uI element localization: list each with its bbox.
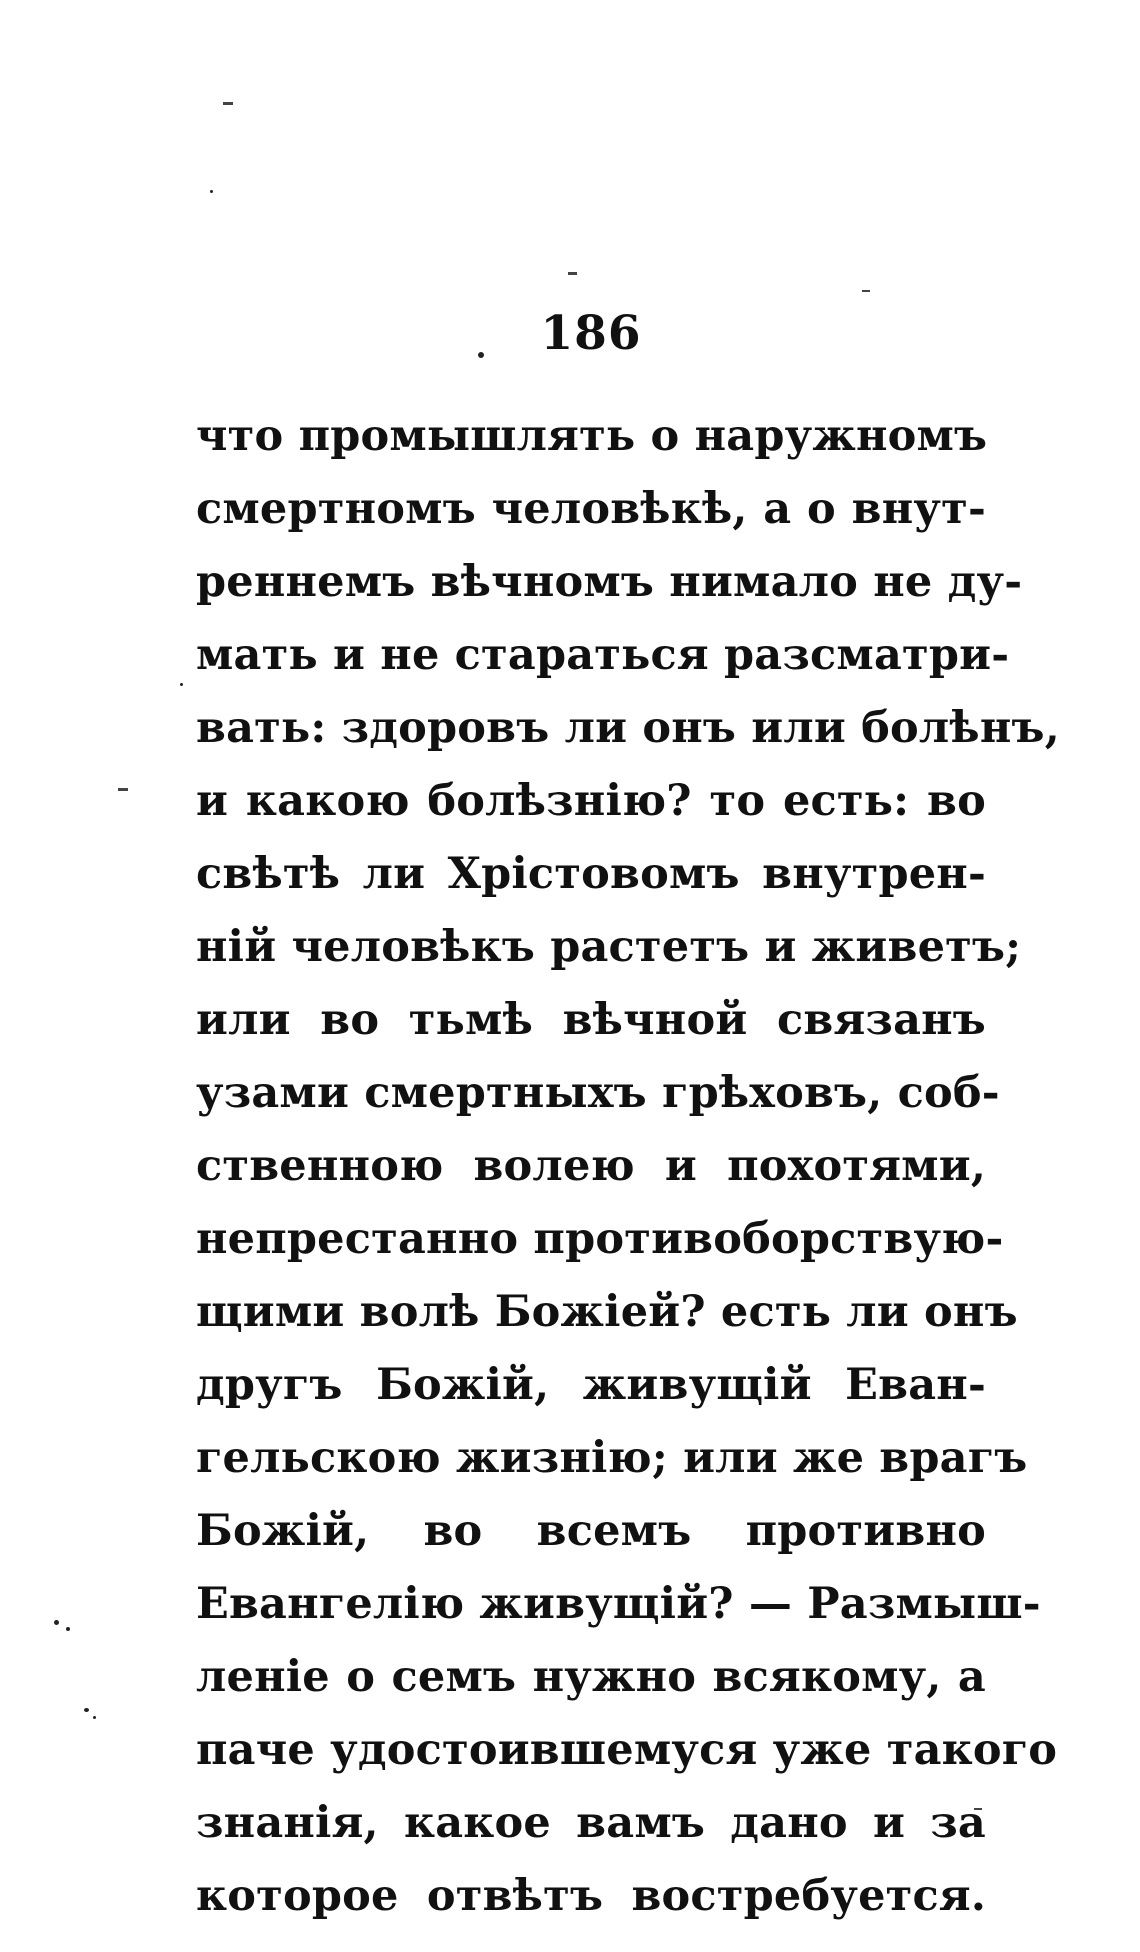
text-line: свѣтѣ ли Хрістовомъ внутрен- — [196, 849, 986, 899]
text-line: реннемъ вѣчномъ нимало не ду- — [196, 557, 1023, 607]
print-speck — [210, 190, 213, 193]
text-line: что промышлять о наружномъ — [196, 411, 988, 461]
print-speck — [862, 290, 870, 292]
print-speck — [66, 1627, 70, 1631]
print-speck — [568, 272, 577, 275]
text-line: гельскою жизнію; или же врагъ — [196, 1433, 1028, 1483]
text-line: и какою болѣзнію? то есть: во — [196, 776, 986, 826]
body-text — [196, 400, 1060, 1933]
text-line: или во тьмѣ вѣчной связанъ — [196, 995, 986, 1045]
print-speck — [54, 1620, 59, 1625]
print-speck — [223, 102, 233, 105]
text-line: знанія, какое вамъ дано и за — [196, 1798, 986, 1848]
text-line: мать и не стараться разсматри- — [196, 630, 1010, 680]
text-line: леніе о семъ нужно всякому, а — [196, 1652, 986, 1702]
text-line: которое отвѣтъ востребуется. — [196, 1871, 986, 1921]
text-line: смертномъ человѣкѣ, а о внут- — [196, 484, 986, 534]
text-line: непрестанно противоборствую- — [196, 1214, 1004, 1264]
print-speck — [93, 1716, 96, 1719]
text-line: узами смертныхъ грѣховъ, соб- — [196, 1068, 1000, 1118]
text-line: щими волѣ Божіей? есть ли онъ — [196, 1287, 1018, 1337]
print-speck — [84, 1708, 89, 1712]
text-line: ній человѣкъ растетъ и живетъ; — [196, 922, 1022, 972]
print-speck — [180, 683, 183, 686]
text-line: другъ Божій, живущій Еван- — [196, 1360, 986, 1410]
text-line: Евангелію живущій? — Размыш- — [196, 1579, 1041, 1629]
text-line: вать: здоровъ ли онъ или болѣнъ, — [196, 703, 1060, 753]
text-line: паче удостоившемуся уже такого — [196, 1725, 1058, 1775]
text-line: Божій, во всемъ противно — [196, 1506, 986, 1556]
page-number: 186 — [540, 306, 642, 361]
text-line: ственною волею и похотями, — [196, 1141, 986, 1191]
print-speck — [118, 788, 128, 791]
